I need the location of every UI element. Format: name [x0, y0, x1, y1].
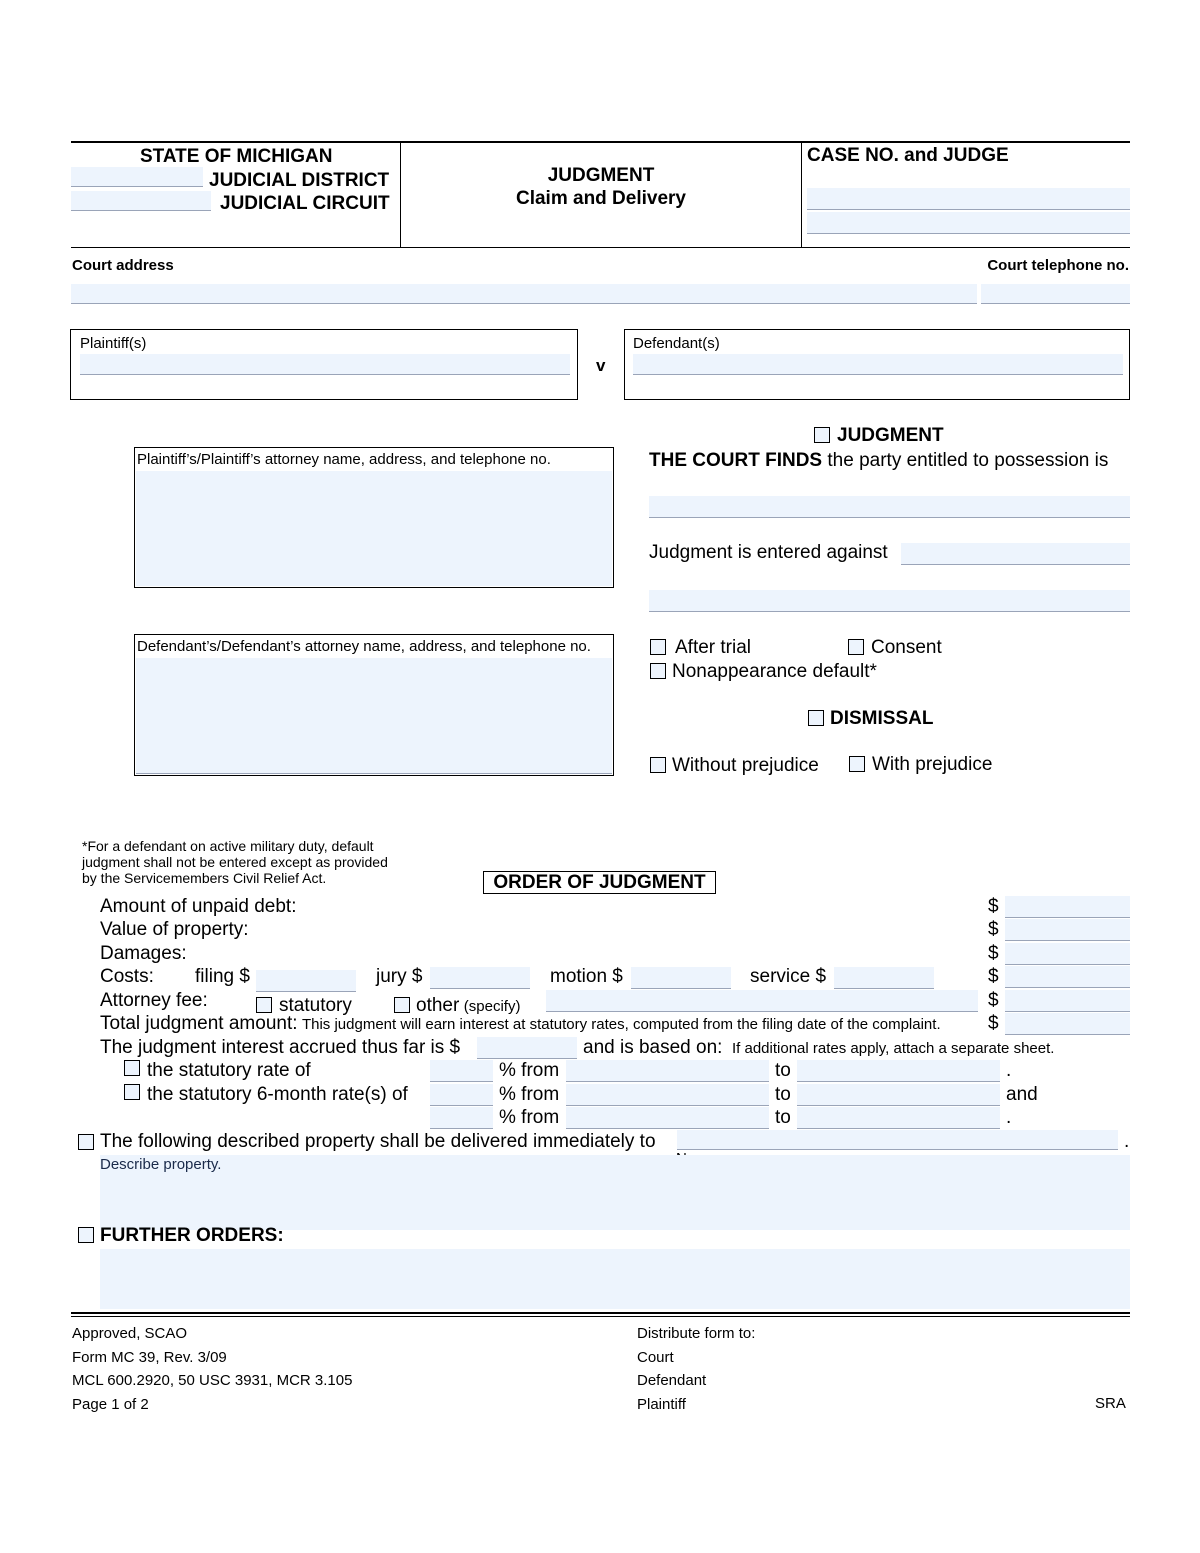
district-number-field[interactable] [71, 167, 203, 187]
rate-1-to-label: to [775, 1060, 791, 1081]
dollar-sign-2: $ [988, 919, 999, 940]
dollar-sign-1: $ [988, 896, 999, 917]
rate-3-from-date-field[interactable] [566, 1107, 769, 1129]
entered-against-field-2[interactable] [649, 590, 1130, 612]
consent-label: Consent [871, 637, 942, 658]
dollar-sign-5: $ [988, 990, 999, 1011]
damages-amount-field[interactable] [1005, 943, 1130, 965]
other-fee-specify-field[interactable] [546, 990, 978, 1012]
unpaid-debt-label: Amount of unpaid debt: [100, 896, 297, 917]
versus-label: v [596, 356, 606, 375]
further-orders-label: FURTHER ORDERS: [100, 1225, 284, 1246]
party-entitled-field[interactable] [649, 496, 1130, 518]
court-phone-label: Court telephone no. [987, 257, 1129, 274]
rate-2-field[interactable] [430, 1084, 493, 1106]
footer-page-number: Page 1 of 2 [72, 1395, 149, 1413]
damages-label: Damages: [100, 943, 187, 964]
footer-rule-1 [71, 1312, 1130, 1314]
defendant-attorney-label: Defendant’s/Defendant’s attorney name, address, and telephone no. [137, 638, 591, 655]
court-address-label: Court address [72, 257, 174, 274]
dollar-sign-6: $ [988, 1013, 999, 1034]
footer-approved: Approved, SCAO [72, 1325, 188, 1342]
rate-1-field[interactable] [430, 1060, 493, 1082]
nonappearance-label: Nonappearance default* [672, 661, 877, 682]
rate-2-from-label: % from [499, 1084, 560, 1105]
attorney-fee-label: Attorney fee: [100, 990, 208, 1011]
circuit-label: JUDICIAL CIRCUIT [220, 193, 390, 214]
entered-against-label: Judgment is entered against [649, 542, 888, 563]
jury-field[interactable] [430, 967, 530, 989]
footnote-line-1: *For a defendant on active military duty, default [82, 838, 374, 854]
entered-against-field[interactable] [901, 543, 1130, 565]
with-prejudice-label: With prejudice [872, 754, 993, 775]
statutory-fee-checkbox[interactable] [256, 997, 272, 1013]
motion-field[interactable] [631, 967, 731, 989]
describe-property-hint: Describe property. [100, 1156, 222, 1173]
dismissal-checkbox[interactable] [808, 710, 824, 726]
rate-2-and: and [1006, 1084, 1038, 1105]
footer-form-info [72, 1322, 352, 1416]
based-on-label: and is based on: [583, 1037, 723, 1058]
statutory-rate-checkbox[interactable] [124, 1060, 140, 1076]
court-finds-text [649, 450, 1108, 472]
header-divider-right [801, 142, 802, 247]
other-fee-text: other [416, 995, 460, 1016]
property-value-amount-field[interactable] [1005, 919, 1130, 941]
rate-1-to-date-field[interactable] [797, 1060, 1000, 1082]
footer-distribution [637, 1322, 755, 1416]
further-orders-field[interactable] [100, 1249, 1130, 1309]
unpaid-debt-amount-field[interactable] [1005, 896, 1130, 918]
deliver-period: . [1124, 1131, 1130, 1152]
after-trial-label: After trial [675, 637, 752, 658]
header-top-rule [71, 141, 1130, 143]
defendant-label: Defendant(s) [633, 335, 720, 352]
judgment-checkbox-label: JUDGMENT [837, 425, 944, 446]
plaintiff-attorney-field[interactable] [136, 471, 612, 586]
six-month-rate-label: the statutory 6-month rate(s) of [147, 1084, 408, 1105]
total-judgment-line [100, 1013, 941, 1035]
footer-statutes: MCL 600.2920, 50 USC 3931, MCR 3.105 [72, 1372, 353, 1389]
distribute-court: Court [637, 1348, 674, 1366]
rate-1-period: . [1006, 1060, 1012, 1081]
rate-1-from-date-field[interactable] [566, 1060, 769, 1082]
rate-1-from-label: % from [499, 1060, 560, 1081]
further-orders-checkbox[interactable] [78, 1227, 94, 1243]
motion-label: motion $ [550, 966, 623, 987]
defendant-field[interactable] [633, 354, 1123, 375]
filing-label: filing $ [195, 966, 250, 987]
property-delivery-checkbox[interactable] [78, 1134, 94, 1150]
specify-text: (specify) [463, 998, 521, 1015]
costs-amount-field[interactable] [1005, 966, 1130, 988]
court-finds-rest: the party entitled to possession is [827, 450, 1109, 471]
judgment-checkbox[interactable] [814, 427, 830, 443]
without-prejudice-checkbox[interactable] [650, 757, 666, 773]
interest-amount-field[interactable] [477, 1037, 577, 1059]
dismissal-label: DISMISSAL [830, 708, 934, 729]
jury-label: jury $ [376, 966, 423, 987]
after-trial-checkbox[interactable] [650, 639, 666, 655]
distribute-defendant: Defendant [637, 1372, 707, 1389]
consent-checkbox[interactable] [848, 639, 864, 655]
statutory-rate-label: the statutory rate of [147, 1060, 311, 1081]
district-label: JUDICIAL DISTRICT [209, 170, 390, 191]
total-note: This judgment will earn interest at statutory rates, computed from the filing date of the complaint. [301, 1016, 941, 1033]
rate-3-field[interactable] [430, 1107, 493, 1129]
property-description-field[interactable] [100, 1155, 1130, 1230]
form-title: JUDGMENT [547, 165, 655, 186]
plaintiff-field[interactable] [80, 354, 570, 375]
deliver-to-name-field[interactable] [677, 1130, 1118, 1150]
header-bottom-rule [71, 247, 1130, 248]
interest-prefix-label: The judgment interest accrued thus far is $ [100, 1037, 461, 1058]
court-phone-field[interactable] [981, 284, 1130, 304]
state-name: STATE OF MICHIGAN [140, 146, 333, 167]
with-prejudice-checkbox[interactable] [849, 756, 865, 772]
based-on-note: If additional rates apply, attach a separate sheet. [732, 1040, 1055, 1057]
filing-field[interactable] [256, 970, 356, 992]
total-amount-field[interactable] [1005, 1013, 1130, 1035]
statutory-fee-label: statutory [279, 995, 352, 1016]
plaintiff-attorney-label: Plaintiff’s/Plaintiff’s attorney name, address, and telephone no. [137, 451, 551, 468]
court-address-field[interactable] [71, 284, 977, 304]
service-label: service $ [750, 966, 827, 987]
costs-label: Costs: [100, 966, 154, 987]
attorney-fee-amount-field[interactable] [1005, 990, 1130, 1012]
dollar-sign-4: $ [988, 966, 999, 987]
military-footnote [82, 838, 388, 886]
footnote-line-3: by the Servicemembers Civil Relief Act. [82, 870, 327, 886]
property-delivery-label: The following described property shall be delivered immediately to [100, 1131, 656, 1152]
property-value-label: Value of property: [100, 919, 249, 940]
six-month-rate-checkbox[interactable] [124, 1084, 140, 1100]
total-label: Total judgment amount: [100, 1013, 298, 1034]
rate-3-to-label: to [775, 1107, 791, 1128]
defendant-attorney-field[interactable] [136, 658, 612, 774]
without-prejudice-label: Without prejudice [672, 755, 819, 776]
distribute-label: Distribute form to: [637, 1325, 756, 1342]
form-subtitle: Claim and Delivery [515, 188, 687, 209]
dollar-sign-3: $ [988, 943, 999, 964]
case-no-label: CASE NO. and JUDGE [807, 145, 1009, 166]
rate-2-to-date-field[interactable] [797, 1084, 1000, 1106]
footer-code: SRA [1095, 1395, 1126, 1412]
rate-3-to-date-field[interactable] [797, 1107, 1000, 1129]
judge-field[interactable] [807, 212, 1130, 234]
case-no-field[interactable] [807, 188, 1130, 210]
rate-2-from-date-field[interactable] [566, 1084, 769, 1106]
rate-3-period: . [1006, 1107, 1012, 1128]
footer-rule-2 [71, 1316, 1130, 1317]
rate-2-to-label: to [775, 1084, 791, 1105]
court-finds-bold: THE COURT FINDS [649, 450, 823, 471]
rate-3-from-label: % from [499, 1107, 560, 1128]
circuit-number-field[interactable] [71, 191, 211, 211]
other-fee-checkbox[interactable] [394, 997, 410, 1013]
service-field[interactable] [834, 967, 934, 989]
footer-form-number: Form MC 39, Rev. 3/09 [72, 1348, 227, 1366]
distribute-plaintiff: Plaintiff [637, 1395, 686, 1413]
footnote-line-2: judgment shall not be entered except as provided [82, 854, 388, 870]
nonappearance-checkbox[interactable] [650, 663, 666, 679]
plaintiff-label: Plaintiff(s) [80, 335, 147, 352]
order-title: ORDER OF JUDGMENT [483, 871, 716, 894]
